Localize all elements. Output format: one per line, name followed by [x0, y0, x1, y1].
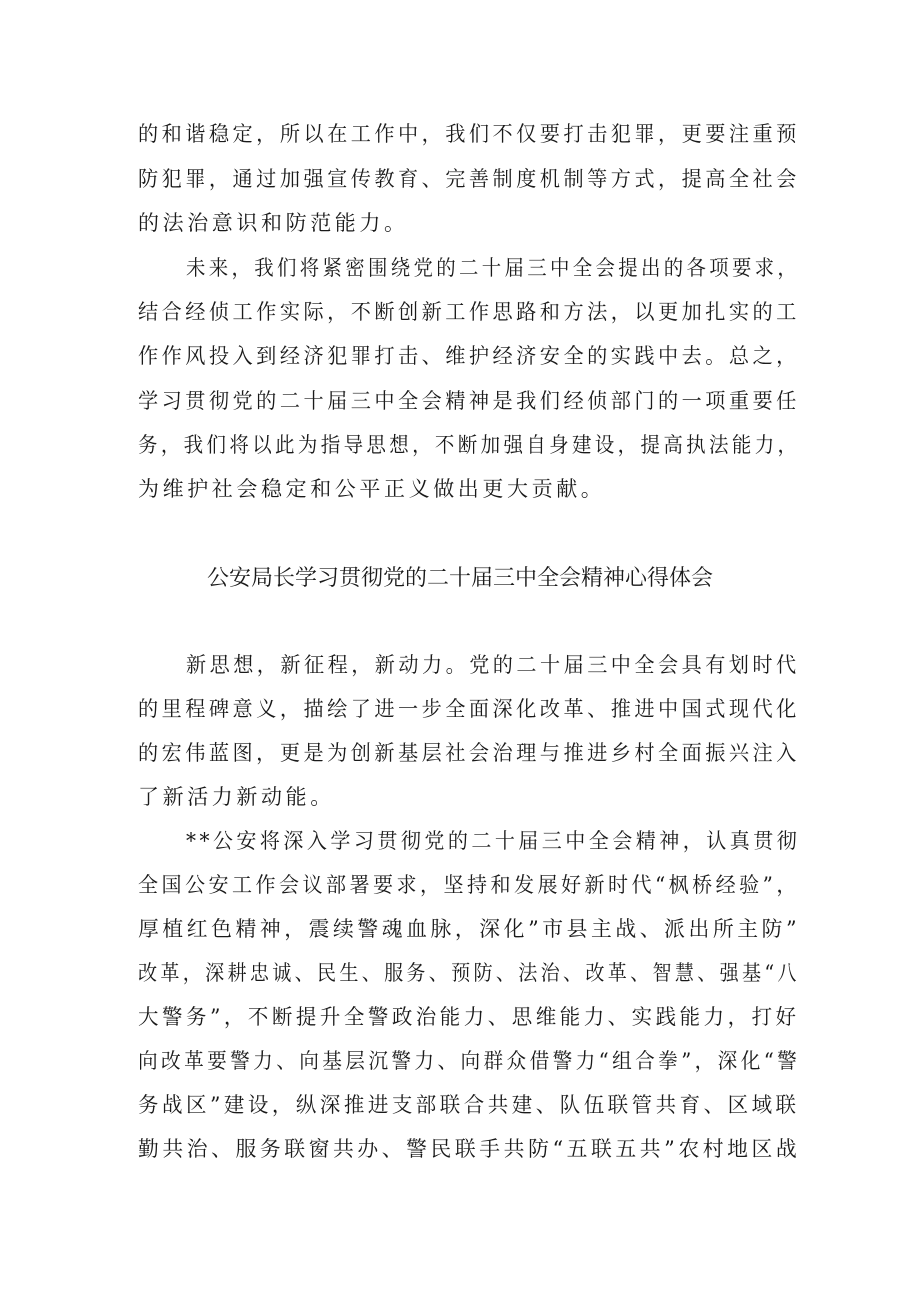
paragraph-line: 全国公安工作会议部署要求，坚持和发展好新时代“枫桥经验”， — [138, 873, 800, 897]
paragraph-line: 的宏伟蓝图，更是为创新基层社会治理与推进乡村全面振兴注入 — [138, 741, 800, 765]
paragraph-line: 防犯罪，通过加强宣传教育、完善制度机制等方式，提高全社会 — [138, 167, 800, 191]
paragraph-line: 结合经侦工作实际，不断创新工作思路和方法，以更加扎实的工 — [138, 300, 800, 324]
paragraph-line: 的法治意识和防范能力。 — [138, 211, 409, 235]
paragraph-line: 作作风投入到经济犯罪打击、维护经济安全的实践中去。总之， — [138, 344, 800, 368]
paragraph-line: 新思想，新征程，新动力。党的二十届三中全会具有划时代 — [186, 653, 800, 677]
paragraph-line: 改革，深耕忠诚、民生、服务、预防、法治、改革、智慧、强基“八 — [138, 961, 800, 985]
paragraph-line: 未来，我们将紧密围绕党的二十届三中全会提出的各项要求， — [186, 256, 801, 280]
paragraph-line: 了新活力新动能。 — [138, 785, 335, 809]
paragraph-line: 的和谐稳定，所以在工作中，我们不仅要打击犯罪，更要注重预 — [138, 122, 800, 146]
paragraph-line: 学习贯彻党的二十届三中全会精神是我们经侦部门的一项重要任 — [138, 389, 800, 413]
document-title: 公安局长学习贯彻党的二十届三中全会精神心得体会 — [206, 566, 713, 591]
paragraph-line: 的里程碑意义，描绘了进一步全面深化改革、推进中国式现代化 — [138, 697, 800, 721]
paragraph-line: 勤共治、服务联窗共办、警民联手共防“五联五共”农村地区战 — [138, 1137, 801, 1161]
paragraph-line: 厚植红色精神，震续警魂血脉，深化”市县主战、派出所主防” — [138, 917, 801, 941]
paragraph-line: 向改革要警力、向基层沉警力、向群众借警力“组合拳”，深化“警 — [138, 1049, 801, 1073]
paragraph-line: 务战区”建设，纵深推进支部联合共建、队伍联管共育、区域联 — [138, 1093, 800, 1117]
paragraph-line: 为维护社会稳定和公平正义做出更大贡献。 — [138, 477, 606, 501]
paragraph-line: **公安将深入学习贯彻党的二十届三中全会精神，认真贯彻 — [186, 829, 801, 853]
paragraph-line: 务，我们将以此为指导思想，不断加强自身建设，提高执法能力， — [138, 433, 801, 457]
paragraph-line: 大警务”，不断提升全警政治能力、思维能力、实践能力，打好 — [138, 1005, 800, 1029]
